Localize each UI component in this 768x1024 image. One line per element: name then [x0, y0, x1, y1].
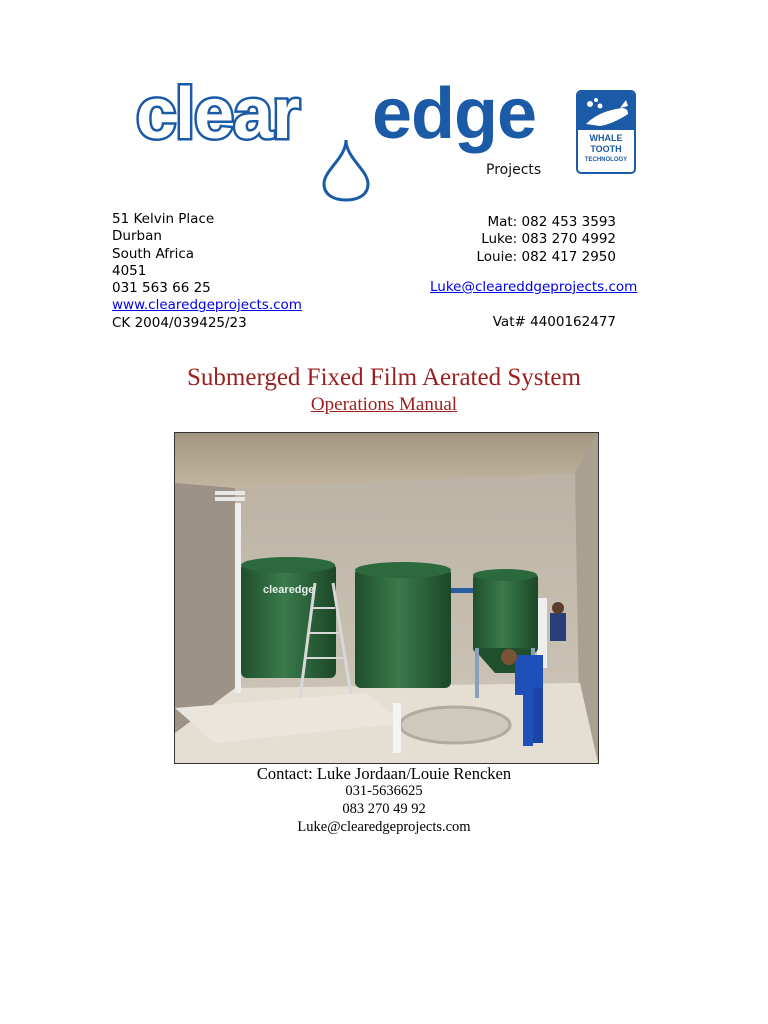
contact-numbers-block [430, 214, 638, 331]
badge-line-2: TOOTH [590, 144, 622, 154]
badge-line-1: WHALE [589, 133, 623, 143]
address-postal: 4051 [112, 262, 147, 279]
company-registration: CK 2004/039425/23 [112, 314, 247, 331]
whale-tooth-badge [576, 90, 636, 174]
document-title: Submerged Fixed Film Aerated System [187, 364, 581, 391]
company-logo [130, 70, 650, 205]
contact-phone-2: 083 270 49 92 [342, 801, 426, 817]
contact-names: Contact: Luke Jordaan/Louie Rencken [256, 764, 512, 783]
address-street: 51 Kelvin Place [112, 211, 215, 227]
address-block [112, 211, 302, 332]
tank-label: clearedge [263, 584, 315, 596]
logo-word-clear: clear [136, 74, 300, 154]
logo-word-edge: edge [372, 74, 537, 154]
badge-line-3: TECHNOLOGY [584, 157, 628, 163]
tanks-photo [174, 432, 599, 764]
phone-mat: Mat: 082 453 3593 [487, 214, 616, 230]
website-link[interactable]: www.clearedgeprojects.com [112, 297, 302, 314]
document-subtitle: Operations Manual [310, 394, 458, 415]
phone-louie: Louie: 082 417 2950 [476, 248, 616, 265]
water-drop-icon [316, 138, 376, 202]
logo-projects-label: Projects [486, 162, 542, 178]
vat-number: Vat# 4400162477 [492, 314, 616, 331]
email-link[interactable]: Luke@cleareddgeprojects.com [430, 278, 638, 295]
whale-icon [582, 96, 630, 128]
contact-email: Luke@clearedgeprojects.com [297, 819, 471, 835]
address-city: Durban [112, 228, 162, 245]
address-phone: 031 563 66 25 [112, 280, 211, 297]
phone-luke: Luke: 083 270 4992 [481, 231, 616, 248]
address-country: South Africa [112, 245, 195, 262]
contact-phone-1: 031-5636625 [345, 783, 423, 799]
